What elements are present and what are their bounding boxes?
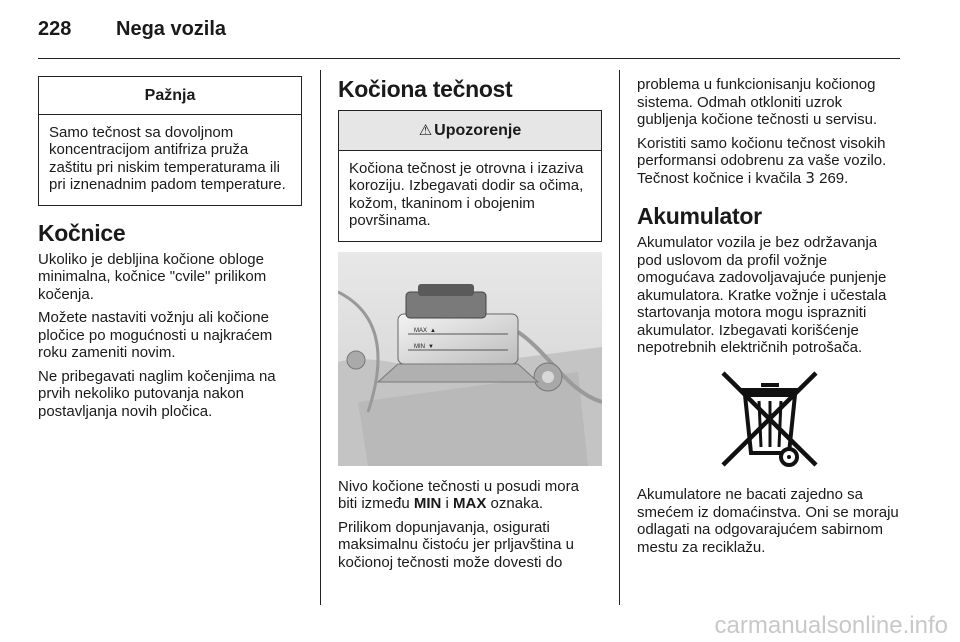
brakes-paragraph-1: Ukoliko je debljina kočione obloge minimalna, kočnice "cvile" prilikom kočenja. <box>38 250 267 303</box>
recycle-symbol-wrapper <box>637 369 901 477</box>
brake-fluid-paragraph-4 <box>637 135 901 188</box>
brake-fluid-paragraph-3: problema u funkcionisanju kočionog sistema. Odmah otkloniti uzrok gubljenja kočione tečnosti u servisu. <box>637 76 878 128</box>
section-title-battery: Akumulator <box>637 203 762 229</box>
page-reference-arrow-icon: 3 <box>805 168 815 187</box>
notice-title: Pažnja <box>39 77 301 115</box>
notice-box <box>38 76 302 206</box>
brake-fluid-reservoir-photo <box>338 252 602 466</box>
fluid-text-3: oznaka. <box>486 495 544 512</box>
brake-fluid-paragraph-2: Prilikom dopunjavanja, osigurati maksimalnu čistoću jer prljavština u kočionoj tečnosti može dovesti do <box>338 518 574 571</box>
fluid-text-4: Koristiti samo kočionu tečnost visokih performansi odobrenu za vaše vozilo. Tečnost kočnice i kvačila <box>637 134 887 187</box>
image-arrow-up-icon: ▲ <box>430 327 436 334</box>
section-title-brake-fluid: Kočiona tečnost <box>338 76 513 102</box>
fluid-text-2: i <box>441 495 454 512</box>
brake-fluid-paragraph-1 <box>338 478 602 513</box>
fluid-text-1: Nivo kočione tečnosti u posudi mora biti između <box>338 477 579 512</box>
battery-paragraph-1: Akumulator vozila je bez održavanja pod uslovom da profil vožnje omogućava zadovoljavajuće punjenje akumulatora. Kratke vožnje i učestala startovanja motora mogu isprazniti akumulator. Izbegavati korišćenje nepotrebnih električnih potrošača. <box>637 234 887 356</box>
image-label-min: MIN <box>414 343 425 350</box>
left-column <box>38 76 302 426</box>
warning-box <box>338 110 602 242</box>
right-column <box>637 76 901 562</box>
chapter-title: Nega vozila <box>116 18 227 40</box>
page-reference[interactable]: 269. <box>814 169 849 187</box>
section-title-brakes: Kočnice <box>38 219 126 246</box>
min-mark: MIN <box>413 495 442 512</box>
brakes-paragraph-2: Možete nastaviti vožnju ali kočione pločice po mogućnosti u najkraćem roku zameniti novim. <box>38 309 273 361</box>
page-number: 228 <box>38 18 72 40</box>
warning-text: Kočiona tečnost je otrovna i izaziva koroziju. Izbegavati dodir sa očima, kožom, tkaninom i obojenim površinama. <box>349 159 584 229</box>
page-header <box>38 18 226 41</box>
warning-title: Upozorenje <box>434 122 522 139</box>
warning-header <box>339 111 601 151</box>
crossed-bin-icon <box>717 369 822 472</box>
notice-text: Samo tečnost sa dovoljnom koncentracijom antifriza pruža zaštitu pri niskim temperaturama ili pri iznenadnim padom temperature. <box>49 123 286 193</box>
brakes-paragraph-3: Ne pribegavati naglim kočenjima na prvih nekoliko putovanja nakon postavljanja novih pločica. <box>38 367 276 420</box>
column-divider-2 <box>619 70 620 605</box>
column-divider-1 <box>320 70 321 605</box>
middle-column <box>338 76 602 577</box>
battery-paragraph-2: Akumulatore ne bacati zajedno sa smećem iz domaćinstva. Oni se moraju odlagati na odgovarajućem sabirnom mestu za reciklažu. <box>637 486 899 556</box>
watermark: carmanualsonline.info <box>714 612 948 639</box>
image-arrow-down-icon: ▼ <box>428 343 434 350</box>
max-mark: MAX <box>453 495 487 512</box>
warning-triangle-icon: ⚠ <box>418 122 433 139</box>
header-rule <box>38 58 900 59</box>
image-label-max: MAX <box>414 327 428 334</box>
